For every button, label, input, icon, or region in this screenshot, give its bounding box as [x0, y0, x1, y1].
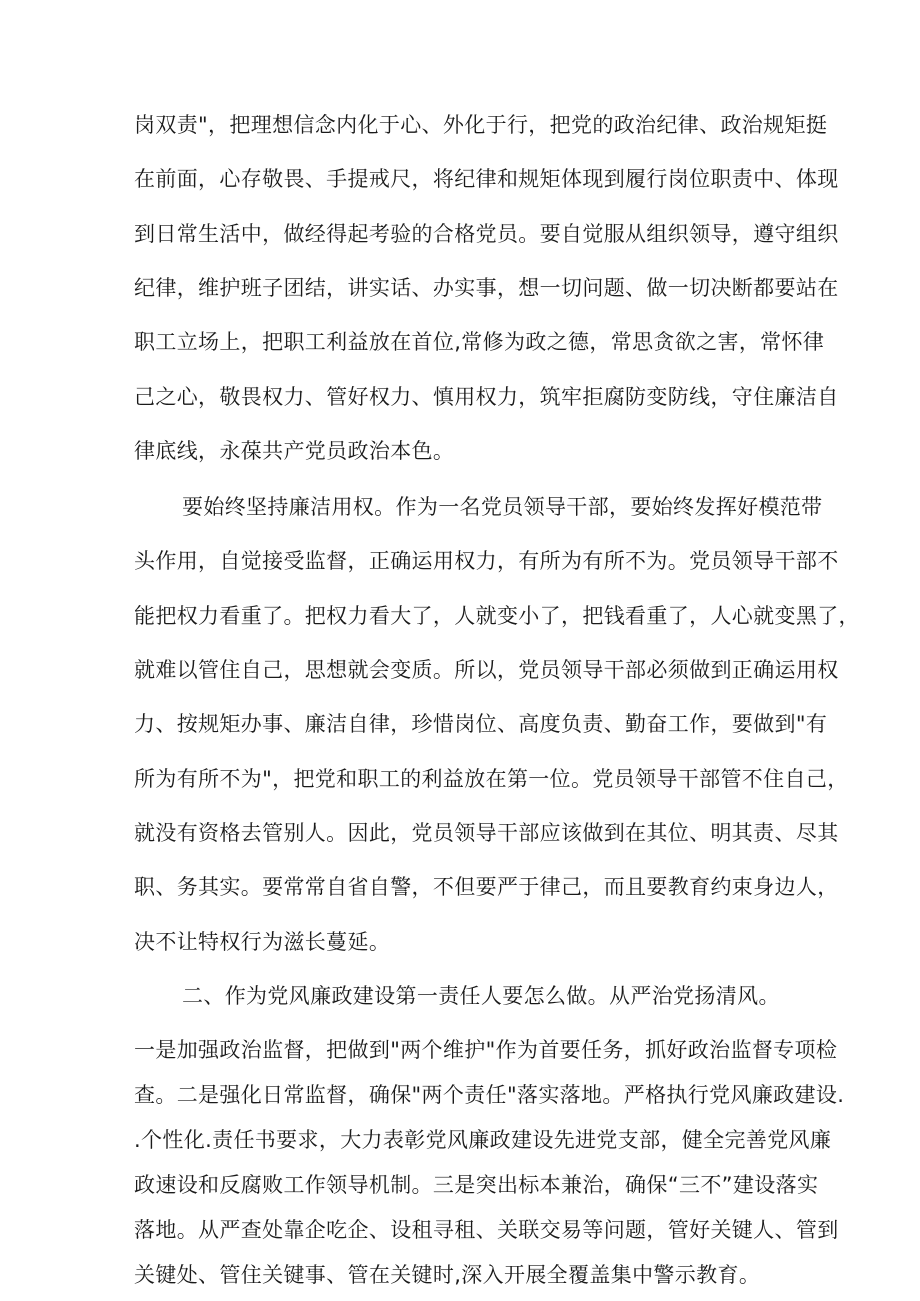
text-line-3: 到日常生活中，做经得起考验的合格党员。要自觉服从组织领导，遵守组织 — [134, 222, 839, 246]
text-line-7: 律底线，永葆共产党员政治本色。 — [134, 439, 455, 463]
text-line-13: 所为有所不为"，把党和职工的利益放在第一位。党员领导干部管不住自己， — [134, 767, 849, 791]
text-line-21: 政速设和反腐败工作领导机制。三是突出标本兼治，确保“三不”建设落实 — [134, 1173, 819, 1197]
text-line-12: 力、按规矩办事、廉洁自律，珍惜岗位、高度负责、勤奋工作，要做到"有 — [134, 712, 828, 736]
text-line-19: 查。二是强化日常监督，确保"两个责任"落实落地。严格执行党风廉政建设. — [134, 1083, 845, 1107]
text-line-2: 在前面，心存敬畏、手提戒尺，将纪律和规矩体现到履行岗位职责中、体现 — [134, 167, 839, 191]
text-line-18: 一是加强政治监督，把做到"两个维护"作为首要任务，抓好政治监督专项检 — [134, 1038, 838, 1062]
text-line-6: 己之心，敬畏权力、管好权力、慎用权力，筑牢拒腐防变防线，守住廉洁自 — [134, 385, 839, 409]
text-line-8: 要始终坚持廉洁用权。作为一名党员领导干部，要始终发挥好模范带 — [182, 495, 823, 519]
text-line-20: .个性化.责任书要求，大力表彰党风廉政建设先进党支部，健全完善党风廉 — [134, 1128, 832, 1152]
text-line-5: 职工立场上，把职工利益放在首位,常修为政之德，常思贪欲之害，常怀律 — [134, 330, 825, 354]
text-line-14: 就没有资格去管别人。因此，党员领导干部应该做到在其位、明其责、尽其 — [134, 821, 839, 845]
text-line-1: 岗双责"，把理想信念内化于心、外化于行，把党的政治纪律、政治规矩挺 — [134, 113, 828, 137]
text-line-16: 决不让特权行为滋长蔓延。 — [134, 930, 391, 954]
text-line-22: 落地。从严查处靠企吃企、设租寻租、关联交易等问题，管好关键人、管到 — [134, 1218, 839, 1242]
text-line-23: 关键处、管住关键事、管在关键时,深入开展全覆盖集中警示教育。 — [134, 1263, 761, 1287]
section-heading: 二、作为党风廉政建设第一责任人要怎么做。从严治党扬清风。 — [182, 984, 780, 1008]
text-line-4: 纪律，维护班子团结，讲实话、办实事，想一切问题、做一切决断都要站在 — [134, 276, 839, 300]
text-line-9: 头作用，自觉接受监督，正确运用权力，有所为有所不为。党员领导干部不 — [134, 549, 839, 573]
text-line-11: 就难以管住自己，思想就会变质。所以，党员领导干部必须做到正确运用权 — [134, 658, 839, 682]
text-line-15: 职、务其实。要常常自省自警，不但要严于律己，而且要教育约束身边人， — [134, 875, 839, 899]
text-line-10: 能把权力看重了。把权力看大了，人就变小了，把钱看重了，人心就变黑了， — [134, 604, 860, 628]
